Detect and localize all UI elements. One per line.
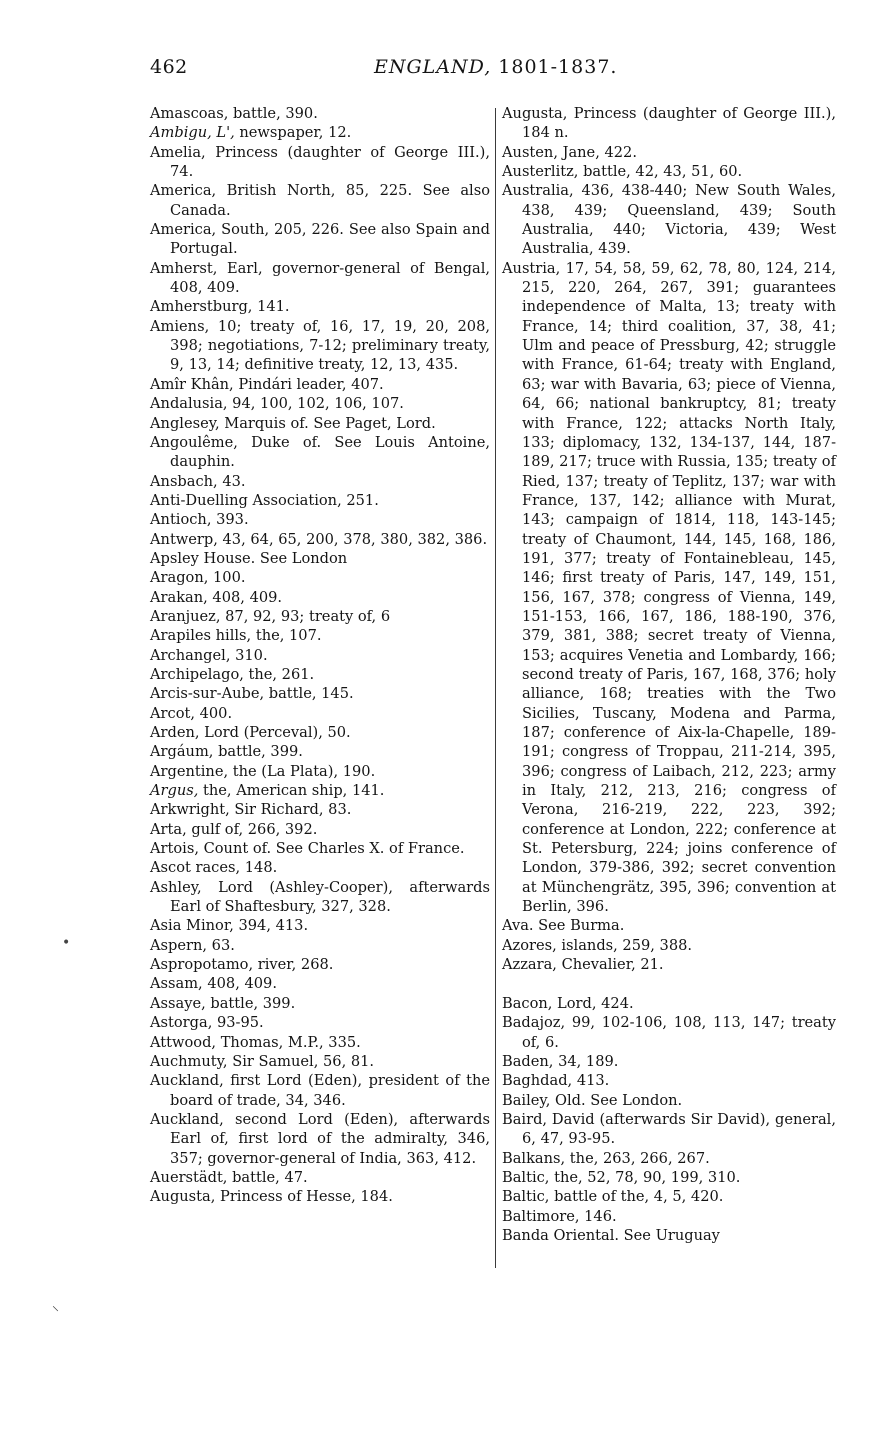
index-entry <box>150 723 490 742</box>
index-entry-text: Andalusia, 94, 100, 102, 106, 107. <box>150 395 404 413</box>
page-title-name: ENGLAND, <box>374 56 492 78</box>
index-entry <box>502 1226 836 1245</box>
index-entry-text: Ascot races, 148. <box>150 859 278 877</box>
index-entry-text: Archangel, 310. <box>150 646 268 664</box>
index-entry-text: Anglesey, Marquis of. See Paget, Lord. <box>150 414 436 432</box>
index-entry <box>150 1168 490 1187</box>
index-entry <box>502 1013 836 1052</box>
index-entry <box>150 530 490 549</box>
index-entry-text: Archipelago, the, 261. <box>150 665 315 683</box>
index-entry-text: Amelia, Princess (daughter of George III.), 74. <box>150 143 490 181</box>
index-entry <box>502 936 836 955</box>
index-entry <box>502 1110 836 1149</box>
index-entry-text: Aspern, 63. <box>150 936 235 954</box>
index-entry <box>150 781 490 800</box>
index-entry-text: Arden, Lord (Perceval), 50. <box>150 724 351 741</box>
index-entry <box>150 858 490 877</box>
index-entry <box>150 762 490 781</box>
index-entry-text: Anti-Duelling Association, 251. <box>150 491 379 509</box>
index-entry-text: Attwood, Thomas, M.P., 335. <box>150 1033 361 1051</box>
index-entry-text: Baghdad, 413. <box>502 1072 610 1090</box>
index-entry-text: Ansbach, 43. <box>150 472 246 490</box>
index-entry-text: Balkans, the, 263, 266, 267. <box>502 1149 710 1167</box>
index-entry-text: Arakan, 408, 409. <box>150 588 283 606</box>
index-entry <box>502 181 836 258</box>
index-entry <box>150 297 490 316</box>
index-entry-text: Amherst, Earl, governor-general of Bengal, 408, 409. <box>150 259 490 297</box>
index-entry-text: Auckland, second Lord (Eden), afterwards Earl of, first lord of the admiralty, 346, 357; governor-general of India, 363, 412. <box>150 1110 490 1167</box>
index-entry <box>502 1052 836 1071</box>
index-entry-text: Assaye, battle, 399. <box>150 994 296 1012</box>
index-entry-text: Augusta, Princess (daughter of George III.), 184 n. <box>502 105 836 142</box>
index-entry-text: Aspropotamo, river, 268. <box>150 956 334 974</box>
index-entry <box>150 936 490 955</box>
index-entry <box>150 704 490 723</box>
index-entry <box>150 955 490 974</box>
page-title-years: 1801-1837. <box>498 56 618 78</box>
index-entry-text: Baltimore, 146. <box>502 1207 617 1225</box>
index-entry-text: America, South, 205, 226. See also Spain and Portugal. <box>150 221 490 258</box>
index-entry-text: Arkwright, Sir Richard, 83. <box>150 801 352 819</box>
stray-mark: ⸌ <box>52 1304 59 1320</box>
index-entry <box>150 317 490 375</box>
index-entry-text: Amîr Khân, Pindári leader, 407. <box>150 375 384 393</box>
index-entry <box>150 878 490 917</box>
index-entry-text: Argentine, the (La Plata), 190. <box>150 762 376 780</box>
index-entry <box>150 646 490 665</box>
index-entry <box>150 491 490 510</box>
index-entry-text: Banda Oriental. See Uruguay <box>502 1226 720 1244</box>
index-entry-text: newspaper, 12. <box>234 124 352 142</box>
index-entry <box>150 994 490 1013</box>
index-entry <box>150 259 490 298</box>
index-entry-text: Arta, gulf of, 266, 392. <box>150 820 318 838</box>
index-entry-text: Amiens, 10; treaty of, 16, 17, 19, 20, 208, 398; negotiations, 7-12; preliminary treaty, 9, 13, 14; definitive treaty, 12, 13, 435. <box>150 317 490 374</box>
index-entry-text: Argáum, battle, 399. <box>150 743 303 761</box>
running-head <box>0 56 891 84</box>
index-entry-text: America, British North, 85, 225. See also Canada. <box>150 182 490 219</box>
index-entry <box>502 1168 836 1187</box>
index-entry <box>502 1207 836 1226</box>
index-entry <box>150 220 490 259</box>
page-title <box>374 56 617 78</box>
index-entry-italic-lead: Ambigu, L', <box>150 124 235 142</box>
index-entry-text: Baltic, the, 52, 78, 90, 199, 310. <box>502 1168 741 1186</box>
index-entry <box>150 1071 490 1110</box>
index-entry <box>150 1052 490 1071</box>
index-entry-text: Baltic, battle of the, 4, 5, 420. <box>502 1188 724 1206</box>
index-entry-italic-lead: Argus, <box>150 782 199 800</box>
index-entry-text: Arapiles hills, the, 107. <box>150 627 322 645</box>
index-entry <box>502 1091 836 1110</box>
index-entry-text: Angoulême, Duke of. See Louis Antoine, dauphin. <box>150 433 490 471</box>
index-entry-text: Augusta, Princess of Hesse, 184. <box>150 1188 393 1206</box>
section-gap <box>502 974 836 993</box>
index-entry <box>502 259 836 917</box>
index-entry <box>502 143 836 162</box>
index-entry-text: Assam, 408, 409. <box>150 975 277 993</box>
index-entry-text: Ashley, Lord (Ashley-Cooper), afterwards Earl of Shaftesbury, 327, 328. <box>150 878 490 916</box>
index-entry <box>150 568 490 587</box>
index-entry <box>502 162 836 181</box>
stray-mark: • <box>62 935 71 951</box>
index-entry <box>502 955 836 974</box>
index-entry <box>150 742 490 761</box>
index-entry <box>502 104 836 143</box>
index-entry <box>150 665 490 684</box>
page-number: 462 <box>150 56 188 78</box>
index-entry-text: Austria, 17, 54, 58, 59, 62, 78, 80, 124, 214, 215, 220, 264, 267, 391; guarantees independence of Malta, 13; treaty with France, 14; third coalition, 37, 38, 41; Ulm and peace of Pressburg, 42; struggle with France, 61-64; treaty with England, 63; war with Bavaria, 63; piece of Vienna, 64, 66; national bankruptcy, 81; treaty with France, 122; attacks North Italy, 133; diplomacy, 132, 134-137, 144, 187-189, 217; truce with Russia, 135; treaty of Ried, 137; treaty of Teplitz, 137; war with France, 137, 142; alliance with Murat, 143; campaign of 1814, 118, 143-145; treaty of Chaumont, 144, 145, 168, 186, 191, 377; treaty of Fontainebleau, 145, 146; first treaty of Paris, 147, 149, 151, 156, 167, 378; congress of Vienna, 149, 151-153, 166, 167, 186, 188-190, 376, 379, 381, 388; secret treaty of Vienna, 153; acquires Venetia and Lombardy, 166; second treaty of Paris, 167, 168, 376; holy alliance, 168; treaties with the Two Sicilies, Tuscany, Modena and Parma, 187; conference of Aix-la-Chapelle, 189-191; congress of Troppau, 211-214, 395, 396; congress of Laibach, 212, 223; army in Italy, 212, 213, 216; congress of Verona, 216-219, 222, 223, 392; conference at London, 222; conference at St. Petersburg, 224; joins conference of London, 379-386, 392; secret convention at Münchengrätz, 395, 396; convention at Berlin, 396. <box>502 259 836 916</box>
index-entry <box>150 104 490 123</box>
index-entry <box>150 916 490 935</box>
index-entry-text: Bacon, Lord, 424. <box>502 994 634 1012</box>
index-entry-text: Badajoz, 99, 102-106, 108, 113, 147; treaty of, 6. <box>502 1014 836 1051</box>
index-entry <box>150 394 490 413</box>
index-entry <box>150 820 490 839</box>
index-entry-text: Aragon, 100. <box>150 569 246 587</box>
index-entry-text: Azores, islands, 259, 388. <box>502 936 693 954</box>
index-entry <box>150 181 490 220</box>
index-entry-text: Auckland, first Lord (Eden), president of the board of trade, 34, 346. <box>150 1072 490 1109</box>
index-entry-text: the, American ship, 141. <box>198 782 385 800</box>
index-entry-text: Antwerp, 43, 64, 65, 200, 378, 380, 382, 386. <box>150 530 488 548</box>
index-entry <box>150 1033 490 1052</box>
index-entry <box>150 375 490 394</box>
index-entry <box>150 607 490 626</box>
index-entry-text: Amascoas, battle, 390. <box>150 105 318 122</box>
index-entry <box>502 1149 836 1168</box>
index-entry <box>502 994 836 1013</box>
index-entry-text: Baird, David (afterwards Sir David), general, 6, 47, 93-95. <box>502 1110 836 1148</box>
index-entry-text: Amherstburg, 141. <box>150 298 290 316</box>
index-entry <box>150 588 490 607</box>
index-entry-text: Asia Minor, 394, 413. <box>150 917 309 935</box>
index-entry-text: Bailey, Old. See London. <box>502 1091 683 1109</box>
index-entry <box>502 916 836 935</box>
index-entry <box>150 433 490 472</box>
index-entry-text: Azzara, Chevalier, 21. <box>502 956 664 974</box>
index-entry-text: Austerlitz, battle, 42, 43, 51, 60. <box>502 163 743 181</box>
index-entry <box>150 472 490 491</box>
column-divider <box>495 108 496 1268</box>
index-entry-text: Austen, Jane, 422. <box>502 143 637 161</box>
index-entry <box>150 626 490 645</box>
index-entry <box>150 1013 490 1032</box>
index-entry <box>150 510 490 529</box>
index-entry-text: Ava. See Burma. <box>502 917 625 935</box>
index-entry-text: Apsley House. See London <box>150 549 348 567</box>
index-entry-text: Artois, Count of. See Charles X. of France. <box>150 840 465 858</box>
index-entry-text: Auchmuty, Sir Samuel, 56, 81. <box>150 1052 375 1070</box>
index-entry-text: Auerstädt, battle, 47. <box>150 1168 308 1186</box>
index-entry-text: Baden, 34, 189. <box>502 1052 619 1070</box>
index-entry <box>150 123 490 142</box>
index-entry <box>150 974 490 993</box>
index-entry <box>150 549 490 568</box>
index-column-right <box>502 104 836 1245</box>
index-column-left <box>150 104 490 1207</box>
index-entry <box>150 1187 490 1206</box>
index-entry <box>150 800 490 819</box>
index-entry <box>150 839 490 858</box>
index-entry-text: Astorga, 93-95. <box>150 1014 264 1032</box>
index-entry <box>150 143 490 182</box>
index-entry-text: Arcis-sur-Aube, battle, 145. <box>150 685 354 703</box>
index-entry-text: Australia, 436, 438-440; New South Wales, 438, 439; Queensland, 439; South Australia, 440; Victoria, 439; West Australia, 439. <box>502 182 836 258</box>
index-entry-text: Antioch, 393. <box>150 511 249 529</box>
index-entry <box>150 1110 490 1168</box>
index-entry <box>150 414 490 433</box>
index-entry-text: Arcot, 400. <box>150 704 233 722</box>
index-entry <box>150 684 490 703</box>
index-entry-text: Aranjuez, 87, 92, 93; treaty of, 6 <box>150 607 391 625</box>
index-entry <box>502 1187 836 1206</box>
index-entry <box>502 1071 836 1090</box>
